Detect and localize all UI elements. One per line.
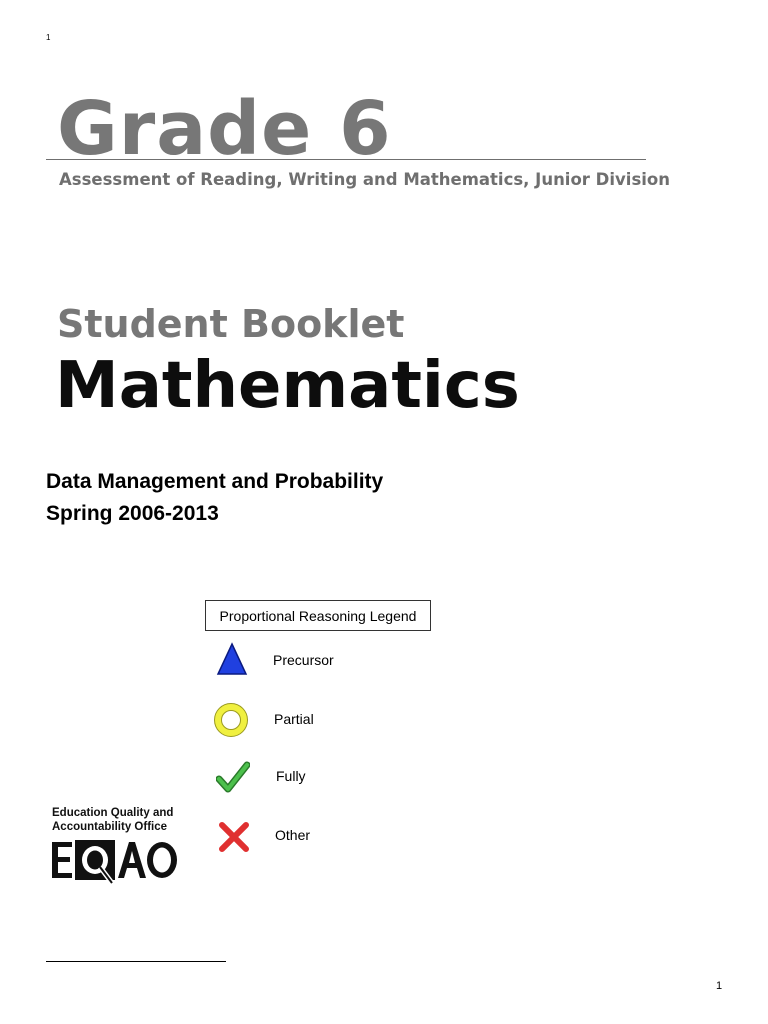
yellow-circle-icon bbox=[214, 703, 248, 737]
grade-title: Grade 6 bbox=[57, 86, 392, 172]
legend-label-partial: Partial bbox=[274, 711, 314, 727]
assessment-subtitle: Assessment of Reading, Writing and Mathematics, Junior Division bbox=[59, 170, 671, 189]
eqao-logo bbox=[50, 836, 180, 886]
footnote-divider bbox=[46, 961, 226, 962]
green-checkmark-icon bbox=[216, 760, 250, 794]
legend-label-precursor: Precursor bbox=[273, 652, 334, 668]
subject-title: Mathematics bbox=[55, 349, 520, 423]
page-number: 1 bbox=[716, 980, 723, 992]
red-x-icon bbox=[217, 820, 251, 854]
eqao-org-name: Education Quality and Accountability Office bbox=[52, 807, 174, 834]
blue-triangle-icon bbox=[215, 642, 249, 676]
legend-title: Proportional Reasoning Legend bbox=[219, 607, 417, 624]
booklet-label: Student Booklet bbox=[57, 302, 405, 346]
footnote-mark: 1 bbox=[46, 33, 51, 42]
legend-title-box bbox=[205, 600, 431, 631]
legend-label-fully: Fully bbox=[276, 768, 306, 784]
legend-label-other: Other bbox=[275, 827, 311, 843]
title-divider bbox=[46, 159, 646, 160]
strand-title: Data Management and Probability bbox=[46, 470, 384, 493]
strand-years: Spring 2006-2013 bbox=[46, 502, 219, 525]
